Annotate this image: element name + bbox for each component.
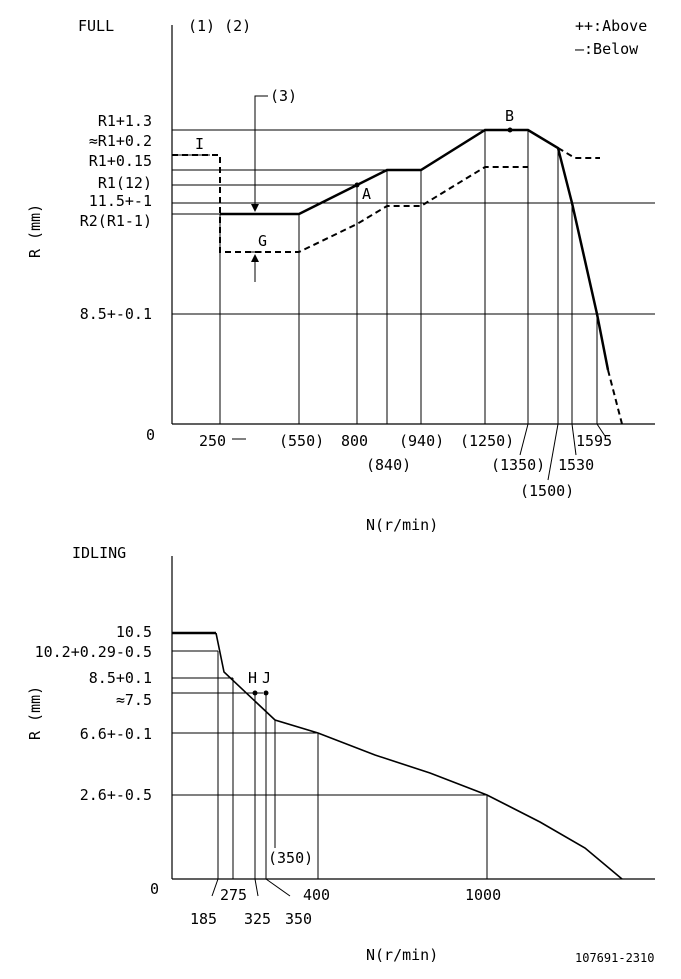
- full-solid-curve: [220, 130, 608, 370]
- svg-text:8.5+-0.1: 8.5+-0.1: [79, 305, 152, 323]
- svg-text:400: 400: [303, 886, 331, 904]
- full-y-axis-label: R (mm): [26, 203, 44, 258]
- svg-text:(1250): (1250): [460, 432, 515, 450]
- svg-text:(550): (550): [279, 432, 325, 450]
- idling-zero: 0: [150, 880, 160, 898]
- idling-y-axis-label: R (mm): [26, 685, 44, 740]
- full-title: FULL: [78, 17, 115, 35]
- svg-text:185: 185: [190, 910, 218, 928]
- full-markers: [190, 128, 513, 440]
- svg-text:R2(R1-1): R2(R1-1): [79, 212, 152, 230]
- idling-curve: [216, 633, 622, 879]
- svg-text:275: 275: [220, 886, 248, 904]
- point-i: I: [195, 135, 205, 153]
- full-zero: 0: [146, 426, 156, 444]
- full-arrow-3: [251, 96, 268, 282]
- label-3: (3): [270, 87, 298, 105]
- svg-text:R1+0.15: R1+0.15: [88, 152, 152, 170]
- point-j: J: [262, 669, 272, 687]
- svg-text:6.6+-0.1: 6.6+-0.1: [79, 725, 152, 743]
- full-notes: (1) (2): [188, 17, 252, 35]
- point-h: H: [248, 669, 258, 687]
- full-dashed-upper-tail: [558, 148, 600, 158]
- svg-text:800: 800: [341, 432, 369, 450]
- full-ref-lines: [172, 130, 655, 314]
- svg-text:2.6+-0.5: 2.6+-0.5: [79, 786, 152, 804]
- svg-text:11.5+-1: 11.5+-1: [88, 192, 152, 210]
- svg-text:(350): (350): [268, 849, 314, 867]
- svg-text:325: 325: [244, 910, 272, 928]
- svg-text:(1350): (1350): [491, 456, 546, 474]
- idling-y-labels: [35, 623, 152, 804]
- point-b: B: [505, 107, 515, 125]
- svg-text:≈7.5: ≈7.5: [115, 691, 152, 709]
- svg-text:1530: 1530: [558, 456, 595, 474]
- svg-text:(1500): (1500): [520, 482, 575, 500]
- idling-x-axis-label: N(r/min): [366, 946, 439, 964]
- svg-text:R1+1.3: R1+1.3: [97, 112, 152, 130]
- svg-text:10.2+0.29-0.5: 10.2+0.29-0.5: [34, 643, 152, 661]
- full-x-axis-label: N(r/min): [366, 516, 439, 534]
- svg-text:350: 350: [285, 910, 313, 928]
- svg-text:(940): (940): [399, 432, 445, 450]
- svg-text:250: 250: [199, 432, 227, 450]
- svg-text:(840): (840): [366, 456, 412, 474]
- svg-text:≈R1+0.2: ≈R1+0.2: [88, 132, 152, 150]
- idling-ref-lines: [172, 651, 487, 896]
- svg-text:8.5+0.1: 8.5+0.1: [88, 669, 152, 687]
- idling-title: IDLING: [72, 544, 127, 562]
- svg-text:R1(12): R1(12): [97, 174, 152, 192]
- full-vert-lines: [220, 130, 605, 480]
- legend-above: ++:Above: [575, 17, 648, 35]
- svg-text:10.5: 10.5: [115, 623, 152, 641]
- svg-text:1000: 1000: [465, 886, 502, 904]
- point-g: G: [258, 232, 268, 250]
- full-dashed-lower-tail: [608, 370, 622, 424]
- svg-text:1595: 1595: [576, 432, 613, 450]
- legend-below: —:Below: [575, 40, 639, 58]
- point-a: A: [362, 185, 372, 203]
- idling-x-labels: [190, 849, 501, 928]
- drawing-code: 107691-2310: [575, 951, 655, 965]
- full-y-labels: [80, 112, 152, 323]
